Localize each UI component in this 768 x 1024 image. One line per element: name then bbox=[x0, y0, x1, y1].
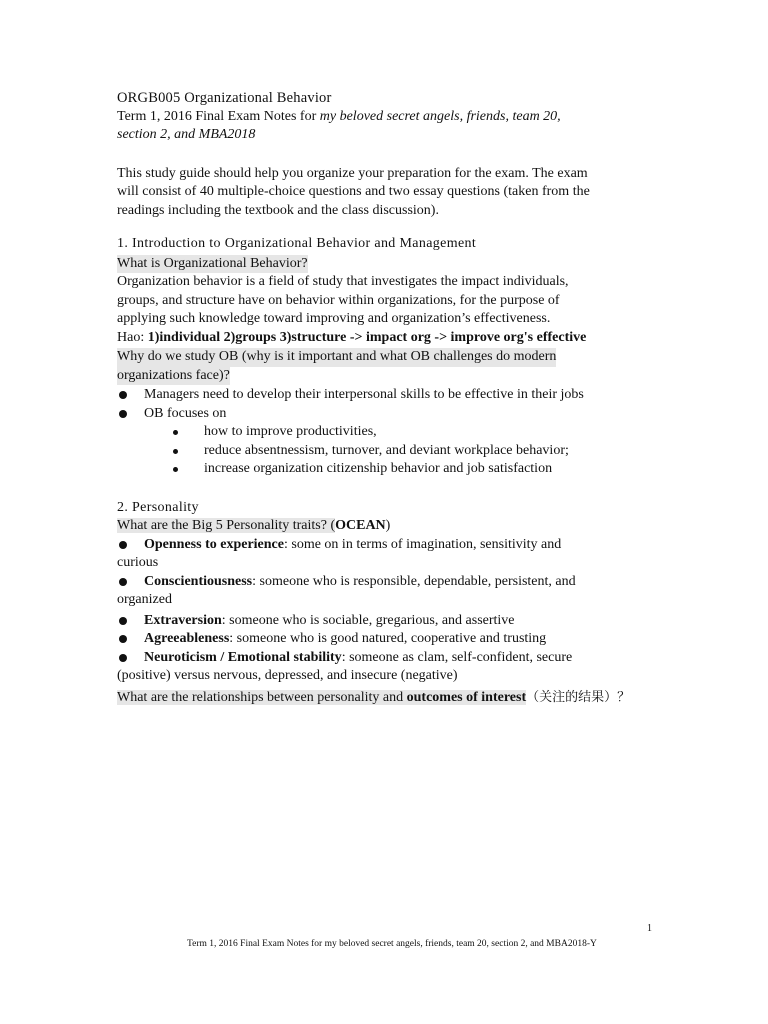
sub-bullet-text: reduce absentnessism, turnover, and deviant workplace behavior; bbox=[204, 442, 569, 458]
ob-bullet-list bbox=[117, 386, 662, 423]
trait-description: : someone who is responsible, dependable, persistent, and bbox=[252, 573, 576, 589]
dedication-line-2: section 2, and MBA2018 bbox=[117, 127, 256, 142]
highlighted-question-line: Why do we study OB (why is it important and what OB challenges do modern bbox=[117, 348, 556, 367]
trait-description: : some on in terms of imagination, sensitivity and bbox=[283, 536, 562, 552]
hao-note bbox=[117, 329, 662, 348]
list-item bbox=[117, 405, 662, 424]
hao-prefix: Hao: bbox=[117, 329, 148, 345]
big5-trait-list bbox=[117, 536, 662, 555]
trait-name: Neuroticism / Emotional stability bbox=[144, 649, 342, 665]
list-item bbox=[117, 460, 662, 479]
answer-line: Organization behavior is a field of study that investigates the impact individuals, bbox=[117, 274, 569, 289]
dedication-line-1: my beloved secret angels, friends, team 20, bbox=[319, 108, 561, 124]
section-1-title: 1. Introduction to Organizational Behavior and Management bbox=[117, 236, 477, 251]
trait-name: Openness to experience bbox=[144, 536, 284, 552]
intro-paragraph bbox=[117, 165, 662, 221]
question-prefix: What are the relationships between personality and bbox=[117, 689, 407, 705]
trait-name: Agreeableness bbox=[144, 631, 230, 646]
intro-line: readings including the textbook and the class discussion). bbox=[117, 202, 439, 218]
bullet-icon bbox=[119, 578, 127, 586]
answer-line: groups, and structure have on behavior within organizations, for the purpose of bbox=[117, 292, 560, 308]
term-prefix: Term 1, 2016 Final Exam Notes for bbox=[117, 108, 320, 124]
highlighted-question bbox=[117, 518, 335, 533]
intro-line: will consist of 40 multiple-choice questions and two essay questions (taken from the bbox=[117, 184, 590, 199]
trait-continuation: organized bbox=[117, 592, 172, 607]
sub-bullet-text: how to improve productivities, bbox=[204, 424, 377, 439]
question-what-is-ob bbox=[117, 255, 662, 274]
answer-line: applying such knowledge toward improving and organization’s effectiveness. bbox=[117, 311, 551, 326]
bullet-icon bbox=[119, 617, 127, 625]
bullet-icon bbox=[119, 654, 127, 662]
bullet-text: Managers need to develop their interpersonal skills to be effective in their jobs bbox=[144, 387, 584, 402]
bullet-icon bbox=[119, 635, 127, 643]
intro-line: This study guide should help you organize your preparation for the exam. The exam bbox=[117, 165, 588, 181]
question-outcomes bbox=[117, 689, 662, 708]
question-big5 bbox=[117, 517, 662, 536]
document-page bbox=[117, 89, 662, 707]
list-item bbox=[117, 612, 662, 631]
question-suffix: （关注的结果）？ bbox=[526, 689, 631, 705]
highlighted-question: What is Organizational Behavior? bbox=[117, 255, 308, 274]
sub-bullet-icon bbox=[173, 467, 178, 472]
list-item bbox=[117, 536, 662, 555]
bullet-text: OB focuses on bbox=[144, 405, 227, 421]
list-item bbox=[117, 573, 662, 592]
trait-description: : someone who is good natured, cooperative and trusting bbox=[229, 631, 547, 646]
highlighted-question bbox=[117, 690, 526, 705]
trait-continuation: (positive) versus nervous, depressed, and insecure (negative) bbox=[117, 668, 458, 683]
trait-description: : someone as clam, self-confident, secure bbox=[341, 649, 573, 665]
sub-bullet-icon bbox=[173, 449, 178, 454]
page-number: 1 bbox=[647, 923, 652, 934]
list-item bbox=[117, 386, 662, 405]
big5-trait-list-cont-2 bbox=[117, 612, 662, 668]
list-item bbox=[117, 442, 662, 461]
bullet-icon bbox=[119, 410, 127, 418]
question-suffix: ) bbox=[385, 518, 391, 533]
sub-bullet-icon bbox=[173, 430, 178, 435]
trait-name: Conscientiousness bbox=[144, 573, 253, 589]
highlighted-question-line: organizations face)? bbox=[117, 367, 230, 386]
list-item bbox=[117, 649, 662, 668]
footer-text: Term 1, 2016 Final Exam Notes for my beloved secret angels, friends, team 20, section 2, and MBA2018-Y bbox=[187, 939, 597, 949]
list-item bbox=[117, 630, 662, 649]
hao-bold-text: 1)individual 2)groups 3)structure -> impact org -> improve org's effective bbox=[147, 329, 587, 345]
bullet-icon bbox=[119, 391, 127, 399]
course-title: ORGB005 Organizational Behavior bbox=[117, 90, 332, 106]
question-why-ob bbox=[117, 348, 662, 385]
trait-description: : someone who is sociable, gregarious, and assertive bbox=[221, 612, 515, 628]
sub-bullet-text: increase organization citizenship behavior and job satisfaction bbox=[204, 461, 553, 476]
question-bold: outcomes of interest bbox=[406, 689, 527, 705]
trait-continuation: curious bbox=[117, 555, 159, 570]
ocean-acronym: OCEAN bbox=[335, 518, 386, 533]
section-2-title: 2. Personality bbox=[117, 499, 199, 515]
trait-name: Extraversion bbox=[144, 612, 222, 628]
big5-trait-list-cont bbox=[117, 573, 662, 592]
ob-focus-sublist bbox=[117, 423, 662, 479]
question-prefix: What are the Big 5 Personality traits? ( bbox=[117, 518, 336, 533]
list-item bbox=[117, 423, 662, 442]
term-line bbox=[117, 108, 662, 127]
bullet-icon bbox=[119, 541, 127, 549]
